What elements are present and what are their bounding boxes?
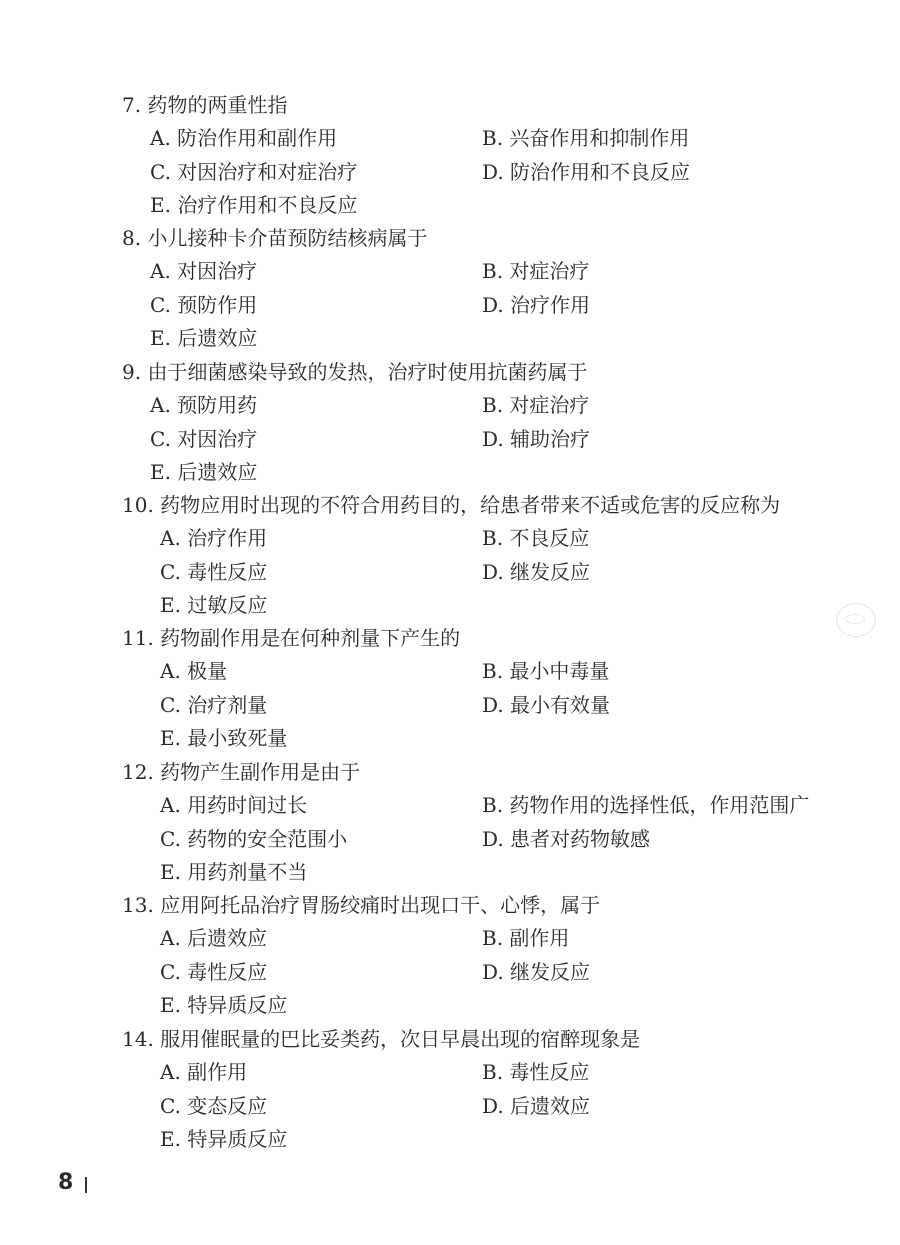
option-d: D. 继发反应 <box>482 559 591 584</box>
option-a: A. 副作用 <box>160 1060 248 1085</box>
option-b: B. 最小中毒量 <box>482 659 610 684</box>
option-c: C. 治疗剂量 <box>160 692 268 717</box>
question-10 <box>122 489 842 622</box>
option-e: E. 用药剂量不当 <box>160 859 308 884</box>
option-d: D. 最小有效量 <box>482 692 611 717</box>
option-a: A. 对因治疗 <box>150 259 258 284</box>
option-e: E. 过敏反应 <box>160 592 268 617</box>
option-a: A. 用药时间过长 <box>160 793 308 818</box>
question-14 <box>122 1023 842 1156</box>
option-c: C. 药物的安全范围小 <box>160 826 348 851</box>
question-stem: 13. 应用阿托品治疗胃肠绞痛时出现口干、心悸，属于 <box>122 893 601 917</box>
option-b: B. 药物作用的选择性低，作用范围广 <box>482 793 810 818</box>
question-stem: 11. 药物副作用是在何种剂量下产生的 <box>122 626 461 650</box>
watermark-logo-icon <box>836 603 876 637</box>
question-stem: 10. 药物应用时出现的不符合用药目的，给患者带来不适或危害的反应称为 <box>122 493 781 517</box>
option-d: D. 辅助治疗 <box>482 426 591 451</box>
question-13 <box>122 889 842 1022</box>
option-b: B. 毒性反应 <box>482 1060 590 1085</box>
option-c: C. 预防作用 <box>150 292 258 317</box>
question-stem: 7. 药物的两重性指 <box>122 93 288 117</box>
option-b: B. 副作用 <box>482 926 570 951</box>
option-a: A. 后遗效应 <box>160 926 268 951</box>
option-c: C. 毒性反应 <box>160 959 268 984</box>
option-e: E. 后遗效应 <box>150 459 258 484</box>
option-d: D. 患者对药物敏感 <box>482 826 651 851</box>
option-b: B. 不良反应 <box>482 526 590 551</box>
option-e: E. 特异质反应 <box>160 1126 288 1151</box>
question-9 <box>122 356 842 489</box>
question-8 <box>122 222 842 355</box>
option-b: B. 对症治疗 <box>482 259 590 284</box>
page-number: 8 <box>58 1170 74 1195</box>
option-b: B. 对症治疗 <box>482 393 590 418</box>
option-c: C. 对因治疗 <box>150 426 258 451</box>
question-12 <box>122 756 842 889</box>
option-d: D. 继发反应 <box>482 959 591 984</box>
option-e: E. 后遗效应 <box>150 325 258 350</box>
question-stem: 8. 小儿接种卡介苗预防结核病属于 <box>122 226 428 250</box>
page-number-divider <box>85 1177 87 1193</box>
option-b: B. 兴奋作用和抑制作用 <box>482 126 690 151</box>
option-c: C. 变态反应 <box>160 1093 268 1118</box>
option-a: A. 预防用药 <box>150 393 258 418</box>
option-e: E. 特异质反应 <box>160 992 288 1017</box>
option-c: C. 毒性反应 <box>160 559 268 584</box>
option-d: D. 治疗作用 <box>482 292 591 317</box>
question-7 <box>122 89 842 222</box>
question-stem: 12. 药物产生副作用是由于 <box>122 760 361 784</box>
question-stem: 14. 服用催眠量的巴比妥类药，次日早晨出现的宿醉现象是 <box>122 1027 641 1051</box>
question-stem: 9. 由于细菌感染导致的发热，治疗时使用抗菌药属于 <box>122 360 588 384</box>
option-e: E. 治疗作用和不良反应 <box>150 192 358 217</box>
option-d: D. 后遗效应 <box>482 1093 591 1118</box>
option-c: C. 对因治疗和对症治疗 <box>150 159 358 184</box>
option-e: E. 最小致死量 <box>160 725 288 750</box>
question-11 <box>122 622 842 755</box>
option-a: A. 防治作用和副作用 <box>150 126 338 151</box>
option-d: D. 防治作用和不良反应 <box>482 159 691 184</box>
option-a: A. 极量 <box>160 659 228 684</box>
option-a: A. 治疗作用 <box>160 526 268 551</box>
